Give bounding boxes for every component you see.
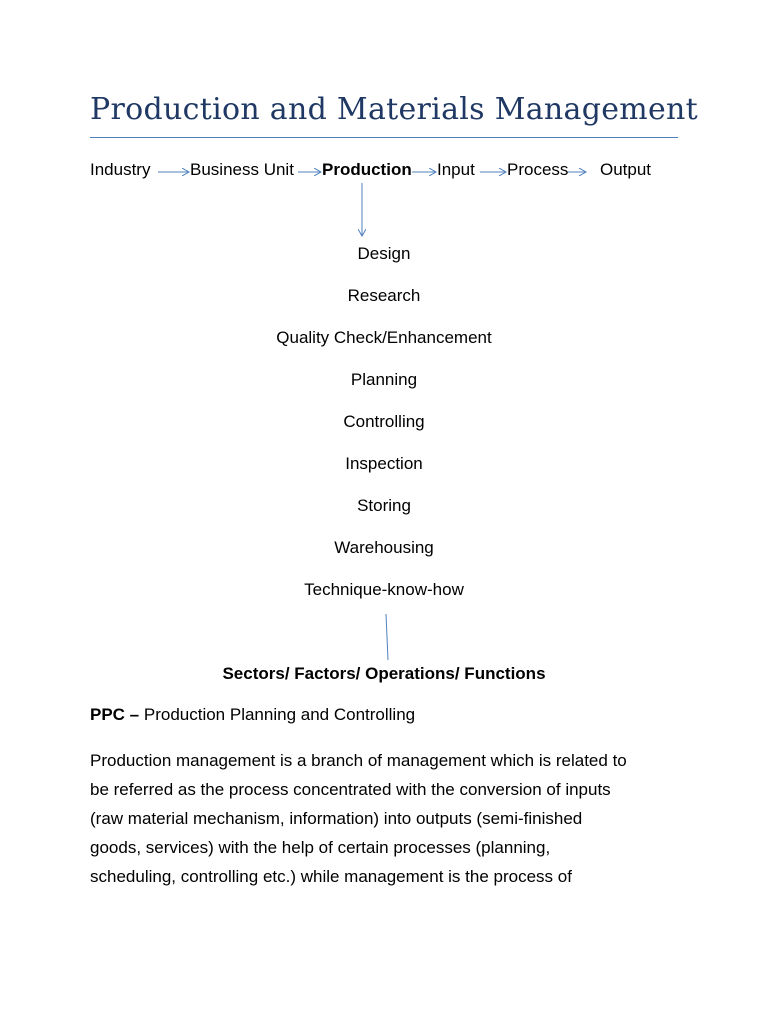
paragraph-line: goods, services) with the help of certain processes (planning, bbox=[90, 838, 551, 857]
paragraph-line: be referred as the process concentrated with the conversion of inputs bbox=[90, 780, 611, 799]
production-item-design: Design bbox=[357, 244, 411, 263]
production-item-controlling: Controlling bbox=[343, 412, 425, 431]
sectors-heading: Sectors/ Factors/ Operations/ Functions bbox=[222, 664, 546, 683]
production-item-inspection: Inspection bbox=[345, 454, 423, 473]
flow-item-business-unit: Business Unit bbox=[190, 160, 294, 179]
production-item-warehousing: Warehousing bbox=[334, 538, 434, 557]
ppc-definition-text: Production Planning and Controlling bbox=[139, 705, 416, 724]
flow-item-input: Input bbox=[437, 160, 475, 179]
flow-item-output: Output bbox=[600, 160, 652, 179]
connector-to-sectors bbox=[386, 614, 388, 660]
flow-item-process: Process bbox=[507, 160, 569, 179]
ppc-definition bbox=[90, 705, 415, 725]
production-item-research: Research bbox=[347, 286, 421, 305]
ppc-abbr: PPC – bbox=[90, 705, 140, 724]
production-item-planning: Planning bbox=[350, 370, 418, 389]
paragraph-line: scheduling, controlling etc.) while management is the process of bbox=[90, 867, 572, 886]
production-item-storing: Storing bbox=[357, 496, 411, 515]
body-paragraph bbox=[90, 746, 690, 891]
paragraph-line: Production management is a branch of management which is related to bbox=[90, 751, 627, 770]
title-underline bbox=[90, 137, 678, 138]
paragraph-line: (raw material mechanism, information) into outputs (semi-finished bbox=[90, 809, 583, 828]
flow-item-production: Production bbox=[322, 160, 412, 179]
production-item-technique-know-how: Technique-know-how bbox=[304, 580, 464, 599]
production-item-quality-check: Quality Check/Enhancement bbox=[276, 328, 492, 347]
flow-item-industry: Industry bbox=[90, 160, 151, 179]
page-title: Production and Materials Management bbox=[90, 92, 699, 127]
